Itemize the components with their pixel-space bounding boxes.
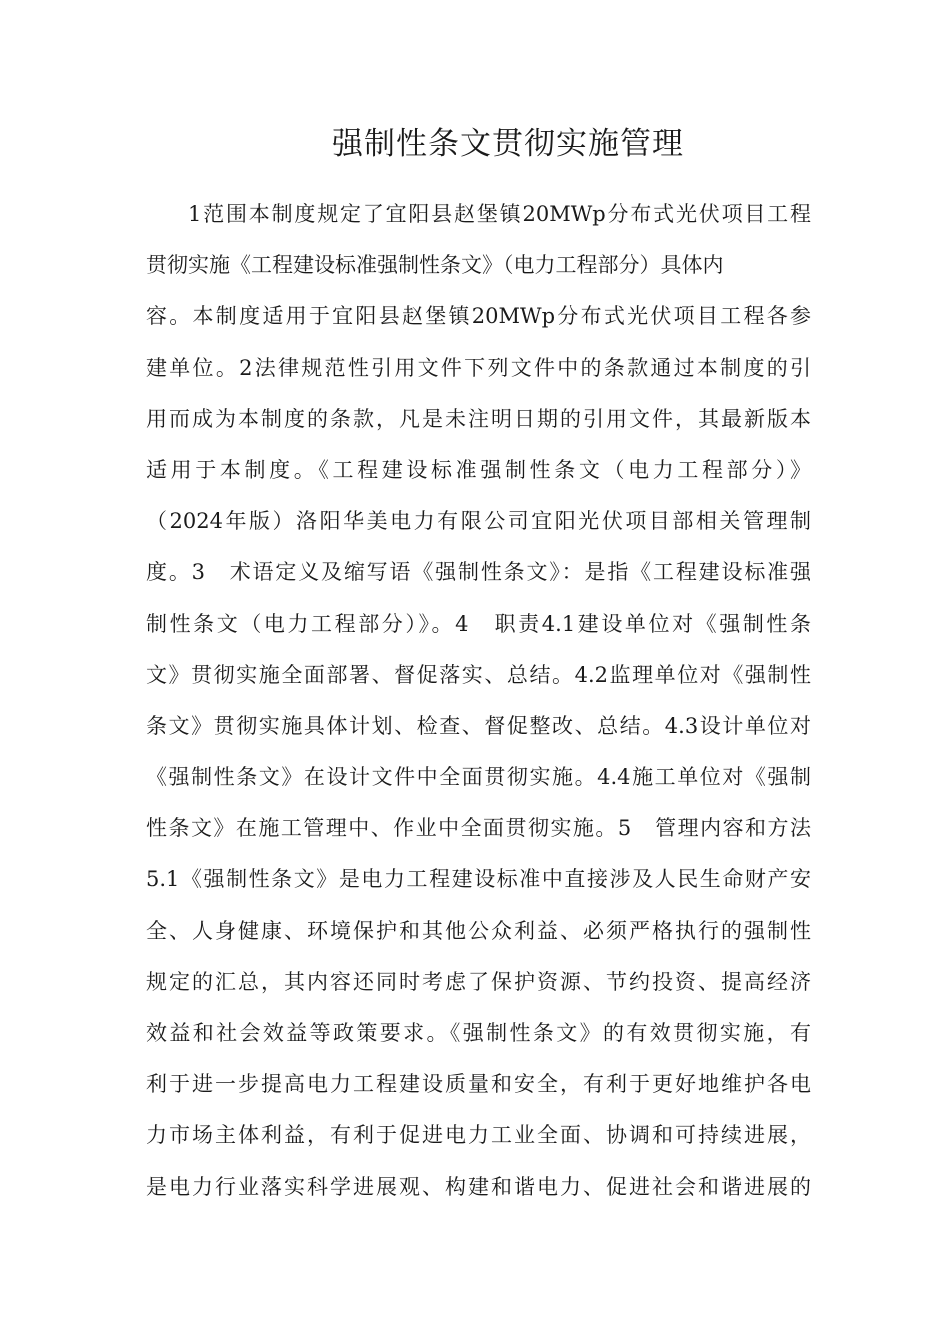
body-line: 《强制性条文》在设计文件中全面贯彻实施。4.4施工单位对《强制	[146, 765, 811, 790]
body-line: 贯彻实施《工程建设标准强制性条文》（电力工程部分）具体内	[146, 253, 724, 278]
body-line: 是电力行业落实科学进展观、构建和谐电力、促进社会和谐进展的	[146, 1174, 811, 1199]
body-line: 制性条文（电力工程部分）》。4 职责4.1建设单位对《强制性条	[146, 611, 811, 636]
body-line: 利于进一步提高电力工程建设质量和安全，有利于更好地维护各电	[146, 1072, 811, 1097]
body-line: 效益和社会效益等政策要求。《强制性条文》的有效贯彻实施，有	[146, 1021, 811, 1045]
body-line: 5.1《强制性条文》是电力工程建设标准中直接涉及人民生命财产安	[146, 867, 811, 892]
body-line: 建单位。2法律规范性引用文件下列文件中的条款通过本制度的引	[146, 355, 811, 380]
body-line: 容。本制度适用于宜阳县赵堡镇20MWp分布式光伏项目工程各参	[146, 304, 811, 329]
body-line: （2024年版）洛阳华美电力有限公司宜阳光伏项目部相关管理制	[146, 509, 811, 534]
body-line: 用而成为本制度的条款，凡是未注明日期的引用文件，其最新版本	[146, 406, 811, 431]
document-body	[146, 189, 811, 1213]
document-title: 强制性条文贯彻实施管理	[332, 126, 684, 162]
body-line: 文》贯彻实施全面部署、督促落实、总结。4.2监理单位对《强制性	[146, 662, 811, 687]
body-line: 全、人身健康、环境保护和其他公众利益、必须严格执行的强制性	[146, 918, 811, 943]
body-line: 性条文》在施工管理中、作业中全面贯彻实施。5 管理内容和方法	[146, 816, 811, 841]
body-line: 度。3 术语定义及缩写语《强制性条文》：是指《工程建设标准强	[146, 560, 811, 585]
body-line: 1范围本制度规定了宜阳县赵堡镇20MWp分布式光伏项目工程	[188, 202, 811, 226]
body-line: 适用于本制度。《工程建设标准强制性条文（电力工程部分）》	[146, 457, 811, 482]
body-line: 力市场主体利益，有利于促进电力工业全面、协调和可持续进展，	[146, 1123, 811, 1148]
body-line: 规定的汇总，其内容还同时考虑了保护资源、节约投资、提高经济	[146, 969, 811, 994]
body-line: 条文》贯彻实施具体计划、检查、督促整改、总结。4.3设计单位对	[146, 713, 811, 738]
